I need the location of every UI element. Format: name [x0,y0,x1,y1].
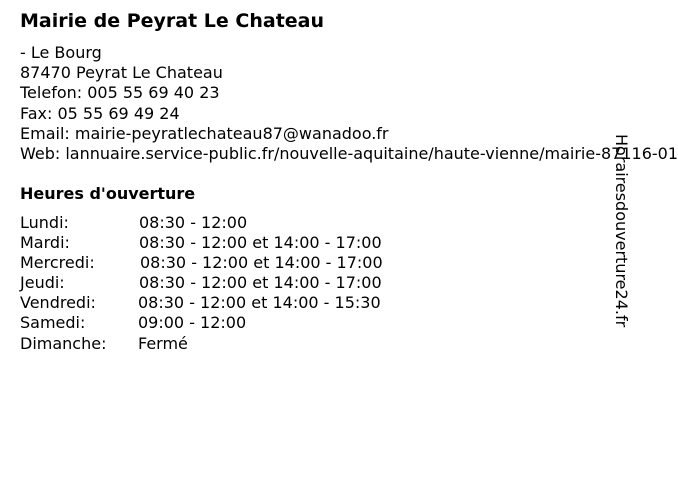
day-label: Vendredi: [20,293,96,313]
time-value: 08:30 - 12:00 et 14:00 - 17:00 [139,233,382,253]
time-value: 09:00 - 12:00 [138,313,247,333]
time-value: Fermé [138,333,188,353]
address-block [20,43,678,164]
day-label: Dimanche: [20,333,107,353]
day-label: Jeudi: [20,273,65,293]
email-link[interactable]: Email: mairie-peyratlechateau87@wanadoo.fr [20,123,389,143]
time-value: 08:30 - 12:00 et 14:00 - 15:30 [138,293,381,313]
opening-hours-heading: Heures d'ouverture [20,184,196,203]
page-title: Mairie de Peyrat Le Chateau [20,10,325,32]
phone-number[interactable]: Telefon: 005 55 69 40 23 [20,83,220,103]
day-label: Mardi: [20,233,70,253]
time-value: 08:30 - 12:00 [139,213,248,232]
site-brand-watermark[interactable]: Horairesdouverture24.fr [612,134,631,328]
day-label: Mercredi: [20,253,95,273]
time-value: 08:30 - 12:00 et 14:00 - 17:00 [139,273,382,293]
time-value: 08:30 - 12:00 et 14:00 - 17:00 [140,253,383,273]
day-label: Lundi: [20,213,69,232]
city-address: 87470 Peyrat Le Chateau [20,63,223,83]
fax-number: Fax: 05 55 69 49 24 [20,103,180,123]
website-link[interactable]: Web: lannuaire.service-public.fr/nouvelle-aquitaine/haute-vienne/mairie-87116-01 [20,144,678,164]
street-address: - Le Bourg [20,43,102,62]
day-label: Samedi: [20,313,86,333]
